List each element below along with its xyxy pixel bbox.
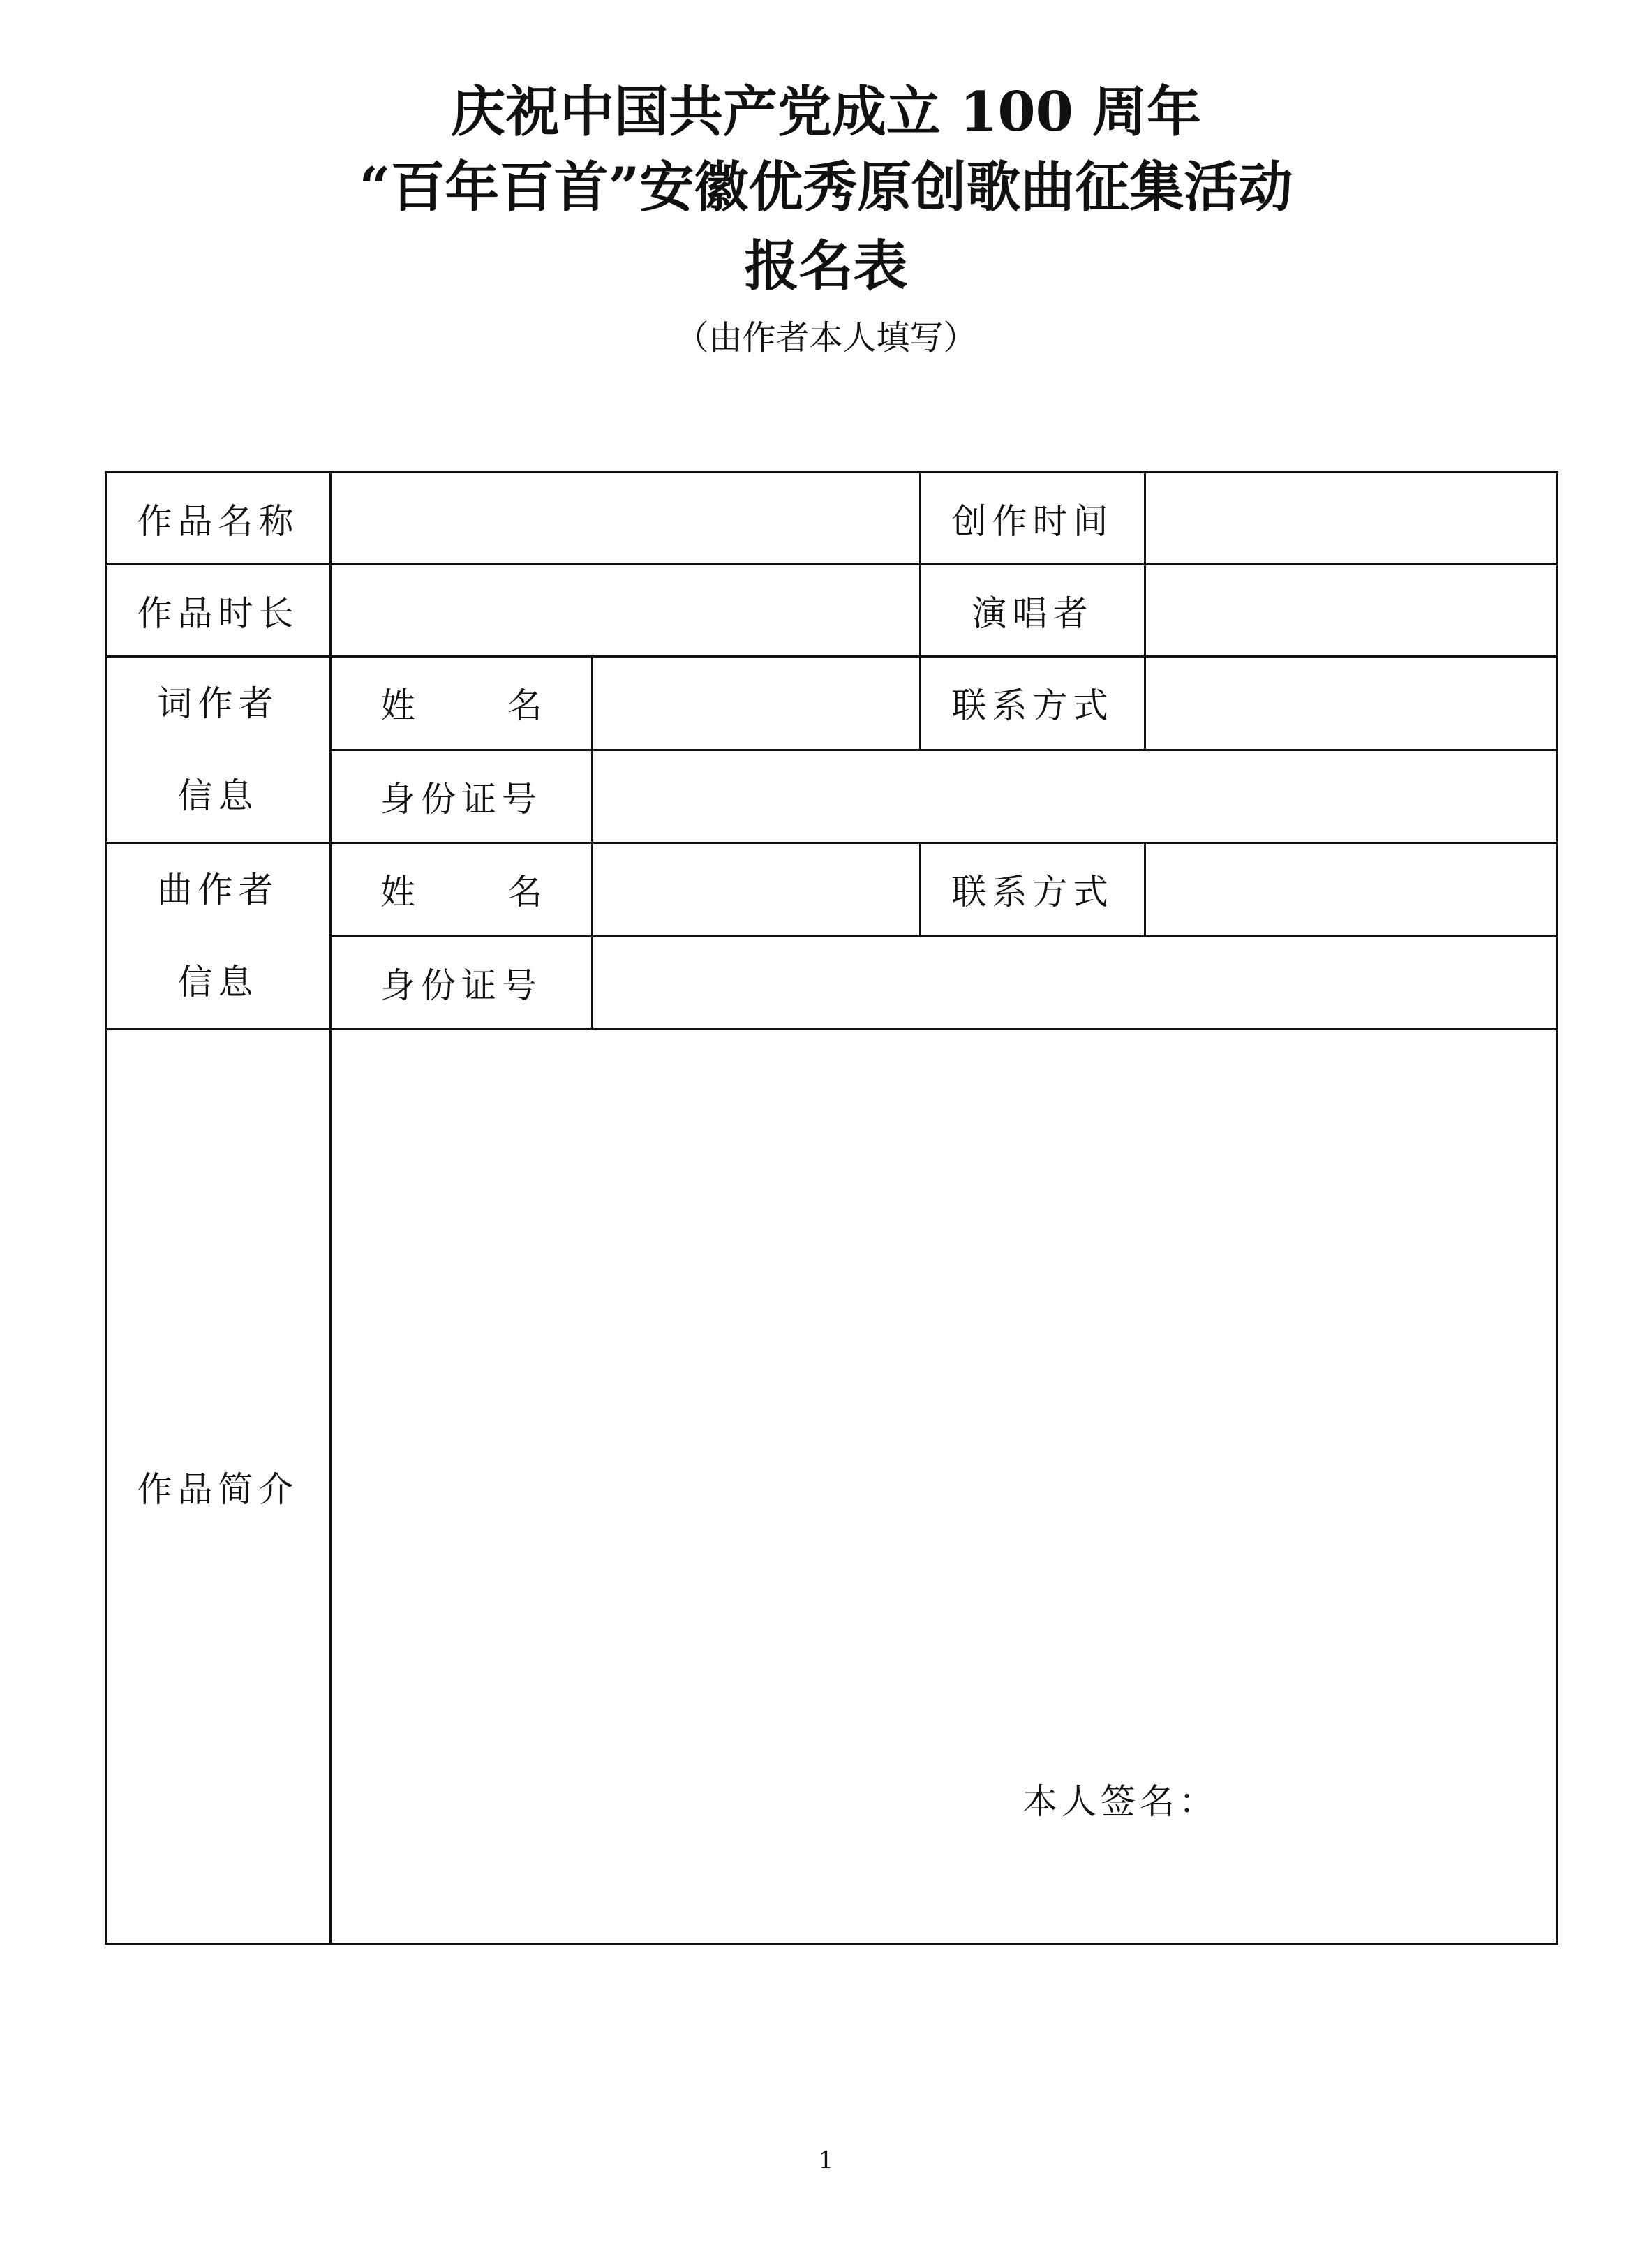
composer-id-label: 身份证号 (331, 936, 593, 1030)
lyricist-group-line1: 词作者 (157, 683, 279, 724)
composer-group-label (106, 843, 331, 1030)
lyricist-name-label: 姓 名 (331, 657, 593, 750)
registration-form (105, 471, 1558, 1945)
intro-label: 作品简介 (106, 1030, 331, 1944)
title-line-1: 庆祝中国共产党成立 100 周年 (450, 80, 1202, 144)
lyricist-contact-field[interactable] (1145, 657, 1558, 750)
lyricist-group-line2: 信息 (177, 775, 259, 816)
row-work-name (106, 473, 1558, 565)
work-name-field[interactable] (331, 473, 921, 565)
lyricist-id-label: 身份证号 (331, 750, 593, 843)
signature-label: 本人签名： (1022, 1781, 1218, 1822)
lyricist-group-label (106, 657, 331, 843)
row-intro (106, 1030, 1558, 1944)
composer-group-line1: 曲作者 (157, 870, 279, 910)
creation-time-label: 创作时间 (921, 473, 1145, 565)
title-line-2: “百年百首”安徽优秀原创歌曲征集活动 (359, 156, 1293, 219)
row-composer-name (106, 843, 1558, 937)
composer-group-line2: 信息 (177, 962, 259, 1002)
form-title: 报名表 (744, 235, 908, 298)
composer-id-field[interactable] (593, 936, 1558, 1030)
duration-label: 作品时长 (106, 565, 331, 657)
lyricist-name-field[interactable] (593, 657, 921, 750)
composer-contact-label: 联系方式 (921, 843, 1145, 937)
row-duration (106, 565, 1558, 657)
lyricist-contact-label: 联系方式 (921, 657, 1145, 750)
lyricist-id-field[interactable] (593, 750, 1558, 843)
composer-name-label: 姓 名 (331, 843, 593, 937)
duration-field[interactable] (331, 565, 921, 657)
composer-contact-field[interactable] (1145, 843, 1558, 937)
creation-time-field[interactable] (1145, 473, 1558, 565)
composer-name-field[interactable] (593, 843, 921, 937)
singer-label: 演唱者 (921, 565, 1145, 657)
row-lyricist-name (106, 657, 1558, 750)
intro-field[interactable] (331, 1030, 1558, 1944)
singer-field[interactable] (1145, 565, 1558, 657)
work-name-label: 作品名称 (106, 473, 331, 565)
subtitle: （由作者本人填写） (675, 318, 977, 357)
page-number: 1 (818, 2146, 834, 2174)
